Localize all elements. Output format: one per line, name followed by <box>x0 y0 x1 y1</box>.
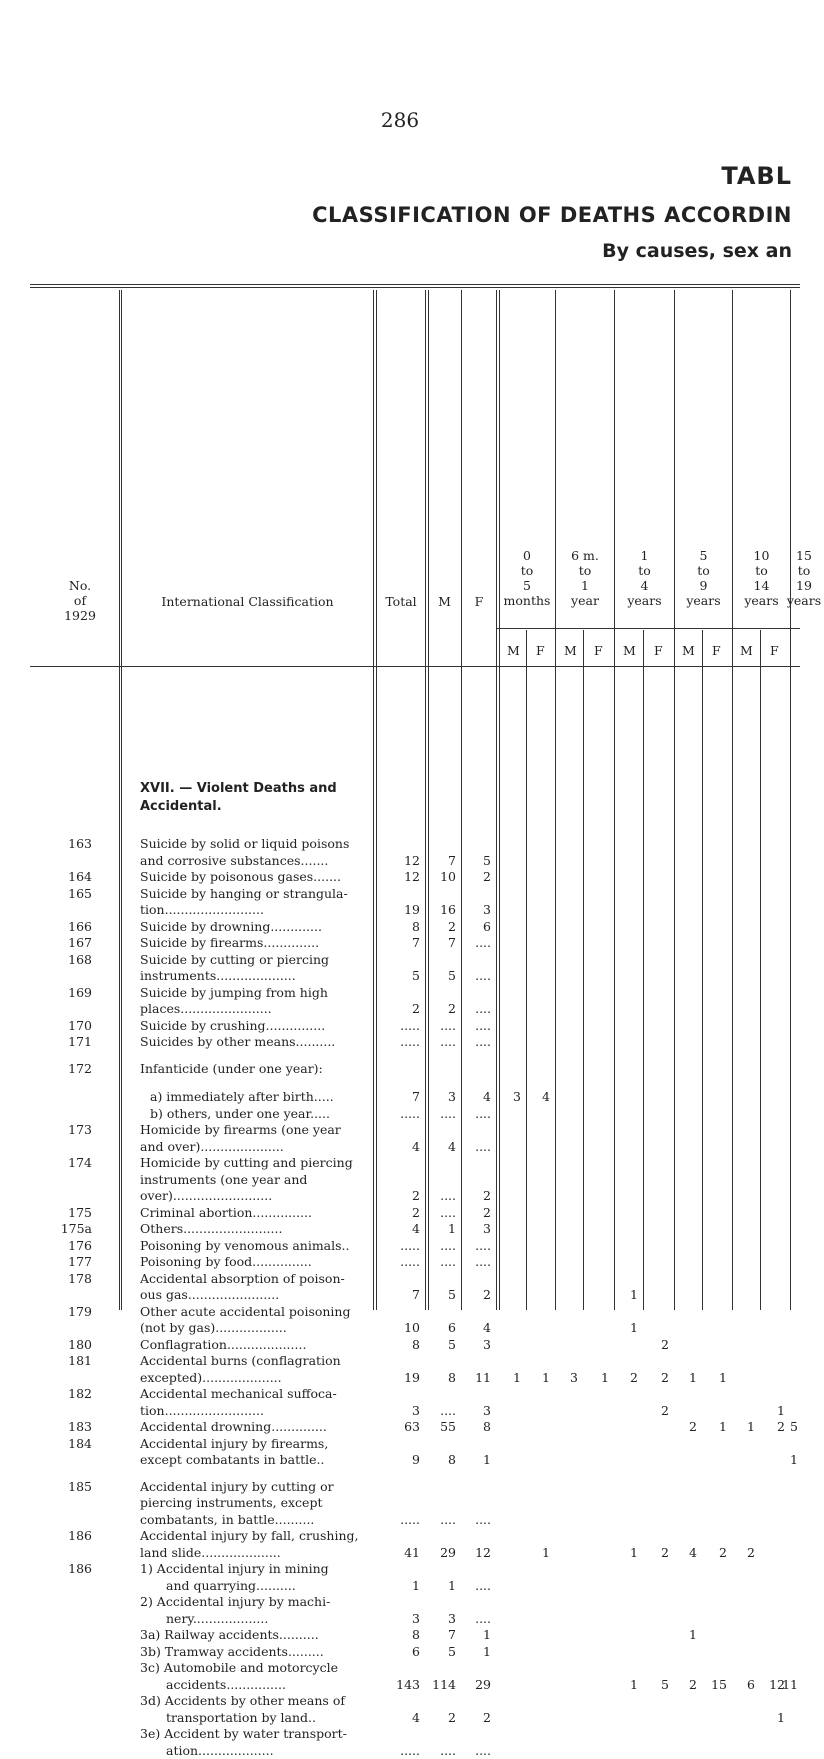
cell-total: 7 <box>412 1287 420 1302</box>
row-label: Accidental injury by fall, crushing, <box>140 1528 359 1543</box>
row-label: ation................... <box>166 1742 274 1758</box>
cell-total: 63 <box>404 1419 420 1434</box>
cell-a3f: 2 <box>719 1544 727 1560</box>
cell-m: 3 <box>448 1610 456 1626</box>
header-age-6m-1y: 6 m. to 1 year <box>571 548 599 608</box>
row-number: 174 <box>68 1155 92 1170</box>
row-label: instruments (one year and <box>140 1171 308 1187</box>
cell-m: .... <box>440 1742 456 1758</box>
row-number: 165 <box>68 885 92 901</box>
cell-total: 6 <box>412 1643 420 1659</box>
cell-a2m: 1 <box>630 1320 638 1335</box>
cell-f: 3 <box>483 1221 491 1236</box>
cell-a2f: 2 <box>661 1402 669 1418</box>
cell-m: .... <box>440 1105 456 1121</box>
col-divider <box>373 290 374 1310</box>
age-header-rule <box>497 628 800 629</box>
col-divider <box>425 290 426 1310</box>
row-label: Others......................... <box>140 1221 283 1236</box>
cell-m: 5 <box>448 1643 456 1659</box>
cell-a4f: 2 <box>777 1419 785 1434</box>
row-number: 185 <box>68 1478 92 1494</box>
section-title: XVII. — Violent Deaths and Accidental. <box>140 781 337 814</box>
cell-m: 114 <box>432 1676 456 1692</box>
row-label: Suicide by firearms.............. <box>140 935 320 950</box>
cell-total: 4 <box>412 1138 420 1154</box>
col-divider <box>760 630 761 1310</box>
col-divider <box>428 290 429 1310</box>
header-age-0-5m: 0 to 5 months <box>503 548 551 608</box>
row-label: land slide.................... <box>140 1544 281 1560</box>
cell-total: 1 <box>412 1577 420 1593</box>
col-divider <box>614 290 615 1310</box>
row-number: 182 <box>68 1386 92 1401</box>
cell-m: 6 <box>448 1320 456 1335</box>
cell-m: .... <box>440 1188 456 1203</box>
cell-total: 8 <box>412 1336 420 1352</box>
cell-f: .... <box>475 1017 491 1033</box>
cell-f: .... <box>475 1237 491 1253</box>
row-label: Suicides by other means.......... <box>140 1034 336 1049</box>
cell-a1f: 1 <box>601 1369 609 1385</box>
cell-m: 7 <box>448 1627 456 1642</box>
row-label: 3d) Accidents by other means of <box>140 1693 345 1708</box>
cell-total: 2 <box>412 1188 420 1203</box>
cell-m: 7 <box>448 852 456 868</box>
row-label: 1) Accidental injury in mining <box>140 1561 329 1576</box>
cell-a2f: 2 <box>661 1336 669 1352</box>
cell-m: 5 <box>448 1287 456 1302</box>
row-label: transportation by land.. <box>166 1709 316 1725</box>
row-label: Accidental absorption of poison- <box>140 1270 345 1286</box>
cell-m: 55 <box>440 1419 456 1434</box>
row-number: 177 <box>68 1254 92 1269</box>
row-label: 3e) Accident by water transport- <box>140 1726 347 1741</box>
header-sub-m: M <box>564 643 577 658</box>
cell-f: 6 <box>483 918 491 934</box>
cell-total: 3 <box>412 1402 420 1418</box>
cell-m: 5 <box>448 968 456 983</box>
cell-f: .... <box>475 1254 491 1269</box>
cell-f: 1 <box>483 1452 491 1467</box>
cell-total: ..... <box>400 1254 420 1269</box>
row-label: a) immediately after birth..... <box>150 1089 334 1104</box>
cell-a3m: 1 <box>689 1369 697 1385</box>
row-label: Suicide by poisonous gases....... <box>140 869 341 884</box>
cell-total: 41 <box>404 1544 420 1560</box>
cell-a4m: 6 <box>747 1676 755 1692</box>
row-label: instruments.................... <box>140 968 296 983</box>
header-age-1-4y: 1 to 4 years <box>627 548 662 608</box>
col-divider <box>121 290 122 1310</box>
row-label: Suicide by hanging or strangula- <box>140 885 348 901</box>
cell-m: .... <box>440 1017 456 1033</box>
row-label: and over)..................... <box>140 1138 284 1154</box>
cell-f: 2 <box>483 1287 491 1302</box>
cell-f: .... <box>475 1034 491 1049</box>
row-number: 167 <box>68 935 92 950</box>
cell-f: .... <box>475 1138 491 1154</box>
cell-m: .... <box>440 1254 456 1269</box>
row-label: 3a) Railway accidents.......... <box>140 1627 319 1642</box>
top-rule <box>30 284 800 285</box>
header-age-5-9y: 5 to 9 years <box>686 548 721 608</box>
cell-total: 7 <box>412 935 420 950</box>
row-label: combatants, in battle.......... <box>140 1511 315 1527</box>
row-number: 170 <box>68 1017 92 1033</box>
header-no: No. of 1929 <box>64 578 96 623</box>
cell-a4m: 1 <box>747 1419 755 1434</box>
cell-total: 12 <box>404 869 420 884</box>
cell-total: 9 <box>412 1452 420 1467</box>
row-label: Suicide by crushing............... <box>140 1017 326 1033</box>
col-divider <box>702 630 703 1310</box>
cell-a4f: 1 <box>777 1402 785 1418</box>
row-label: Accidental burns (conflagration <box>140 1353 341 1368</box>
top-rule-2 <box>30 287 800 288</box>
cell-f: 4 <box>483 1320 491 1335</box>
row-label: places....................... <box>140 1001 272 1016</box>
cell-f: 12 <box>475 1544 491 1560</box>
row-label: Other acute accidental poisoning <box>140 1303 351 1319</box>
page-number: 286 <box>380 108 420 132</box>
cell-f: 1 <box>483 1627 491 1642</box>
cell-m: 2 <box>448 1709 456 1725</box>
cell-f: .... <box>475 968 491 983</box>
cell-a0m: 1 <box>513 1369 521 1385</box>
row-label: and corrosive substances....... <box>140 852 329 868</box>
col-divider <box>496 290 497 1310</box>
row-label: Suicide by jumping from high <box>140 984 328 1000</box>
cell-a5m: 1 <box>790 1452 798 1467</box>
cell-a2f: 2 <box>661 1369 669 1385</box>
cell-a0f: 1 <box>542 1544 550 1560</box>
row-label: nery................... <box>166 1610 269 1626</box>
cell-a2m: 1 <box>630 1287 638 1302</box>
cell-f: 2 <box>483 1204 491 1220</box>
header-age-10-14y: 10 to 14 years <box>744 548 779 608</box>
cell-f: 2 <box>483 1188 491 1203</box>
cell-total: 19 <box>404 1369 420 1385</box>
cell-f: 11 <box>475 1369 491 1385</box>
row-label: excepted).................... <box>140 1369 282 1385</box>
cell-f: .... <box>475 1511 491 1527</box>
cell-total: ..... <box>400 1237 420 1253</box>
row-label: Suicide by drowning............. <box>140 918 322 934</box>
cell-total: 3 <box>412 1610 420 1626</box>
row-label: over)......................... <box>140 1188 273 1203</box>
cell-f: .... <box>475 1610 491 1626</box>
header-sub-m: M <box>623 643 636 658</box>
cell-m: .... <box>440 1237 456 1253</box>
cell-total: 10 <box>404 1320 420 1335</box>
row-number: 171 <box>68 1034 92 1049</box>
row-number: 179 <box>68 1303 92 1319</box>
cell-a4m: 2 <box>747 1544 755 1560</box>
cell-f: 1 <box>483 1643 491 1659</box>
cell-a5m: 11 <box>782 1676 798 1692</box>
table-subtitle: CLASSIFICATION OF DEATHS ACCORDIN <box>312 203 792 227</box>
cell-a2m: 1 <box>630 1676 638 1692</box>
cell-total: 8 <box>412 1627 420 1642</box>
cell-a3m: 4 <box>689 1544 697 1560</box>
header-sub-f: F <box>654 643 663 658</box>
cell-f: .... <box>475 1577 491 1593</box>
row-label: Accidental mechanical suffoca- <box>140 1386 337 1401</box>
row-number: 186 <box>68 1528 92 1543</box>
table-title: TABL <box>721 162 792 190</box>
cell-a1m: 3 <box>570 1369 578 1385</box>
row-label: 3c) Automobile and motorcycle <box>140 1660 339 1675</box>
cell-a0m: 3 <box>513 1089 521 1104</box>
cell-total: 7 <box>412 1089 420 1104</box>
row-label: Accidental drowning.............. <box>140 1419 327 1434</box>
cell-total: ..... <box>400 1017 420 1033</box>
cell-a5m: 5 <box>790 1419 798 1434</box>
row-label: and quarrying.......... <box>166 1577 296 1593</box>
col-divider <box>526 630 527 1310</box>
row-label: Homicide by cutting and piercing <box>140 1155 353 1170</box>
row-number: 168 <box>68 951 92 967</box>
cell-f: 8 <box>483 1419 491 1434</box>
cell-f: 2 <box>483 869 491 884</box>
table-subtitle-2: By causes, sex an <box>602 240 792 262</box>
cell-total: 12 <box>404 852 420 868</box>
cell-f: 5 <box>483 852 491 868</box>
cell-total: ..... <box>400 1105 420 1121</box>
col-divider <box>499 290 500 1310</box>
row-label: piercing instruments, except <box>140 1495 323 1510</box>
cell-a3f: 1 <box>719 1419 727 1434</box>
cell-total: 2 <box>412 1204 420 1220</box>
row-label: tion......................... <box>140 1402 264 1418</box>
cell-f: .... <box>475 1001 491 1016</box>
col-divider <box>461 290 462 1310</box>
cell-a3m: 1 <box>689 1627 697 1642</box>
row-number: 175a <box>60 1221 92 1236</box>
cell-a2f: 5 <box>661 1676 669 1692</box>
header-sub-f: F <box>536 643 545 658</box>
cell-f: 4 <box>483 1089 491 1104</box>
cell-m: 29 <box>440 1544 456 1560</box>
cell-m: 2 <box>448 918 456 934</box>
cell-m: 16 <box>440 902 456 917</box>
header-sub-m: M <box>740 643 753 658</box>
col-divider <box>790 290 791 1310</box>
row-number: 172 <box>68 1060 92 1076</box>
col-divider <box>643 630 644 1310</box>
header-age-15-19y: 15 to 19 years <box>786 548 822 608</box>
cell-a3m: 2 <box>689 1676 697 1692</box>
cell-a3f: 1 <box>719 1369 727 1385</box>
row-number: 186 <box>68 1561 92 1576</box>
col-divider <box>583 630 584 1310</box>
row-label: Criminal abortion............... <box>140 1204 313 1220</box>
cell-m: 1 <box>448 1221 456 1236</box>
row-number: 178 <box>68 1270 92 1286</box>
row-label: accidents............... <box>166 1676 286 1692</box>
row-label: tion......................... <box>140 902 264 917</box>
row-number: 166 <box>68 918 92 934</box>
cell-total: 19 <box>404 902 420 917</box>
row-number: 184 <box>68 1435 92 1451</box>
cell-total: 143 <box>396 1676 420 1692</box>
row-label: Poisoning by venomous animals.. <box>140 1237 350 1253</box>
row-number: 169 <box>68 984 92 1000</box>
header-sub-f: F <box>770 643 779 658</box>
row-number: 180 <box>68 1336 92 1352</box>
cell-m: 1 <box>448 1577 456 1593</box>
cell-a4f: 1 <box>777 1709 785 1725</box>
cell-f: .... <box>475 1105 491 1121</box>
header-sub-f: F <box>594 643 603 658</box>
col-divider <box>119 290 120 1310</box>
row-number: 173 <box>68 1122 92 1137</box>
cell-f: 3 <box>483 1336 491 1352</box>
row-label: Suicide by cutting or piercing <box>140 951 330 967</box>
cell-f: .... <box>475 1742 491 1758</box>
row-label: Suicide by solid or liquid poisons <box>140 836 350 851</box>
cell-a4f: 12 <box>769 1676 785 1692</box>
header-sub-m: M <box>507 643 520 658</box>
row-number: 181 <box>68 1353 92 1368</box>
cell-a3m: 2 <box>689 1419 697 1434</box>
header-sub-f: F <box>712 643 721 658</box>
cell-m: .... <box>440 1034 456 1049</box>
header-bottom-rule <box>30 666 800 667</box>
cell-total: 4 <box>412 1709 420 1725</box>
row-label: 2) Accidental injury by machi- <box>140 1594 331 1609</box>
col-divider <box>732 290 733 1310</box>
cell-m: 4 <box>448 1138 456 1154</box>
cell-a3f: 15 <box>711 1676 727 1692</box>
cell-m: 2 <box>448 1001 456 1016</box>
row-number: 163 <box>68 836 92 851</box>
col-divider <box>674 290 675 1310</box>
cell-m: 7 <box>448 935 456 950</box>
cell-m: .... <box>440 1511 456 1527</box>
cell-total: ..... <box>400 1742 420 1758</box>
cell-m: 5 <box>448 1336 456 1352</box>
row-label: 3b) Tramway accidents......... <box>140 1643 324 1659</box>
header-sub-m: M <box>682 643 695 658</box>
header-intl: International Classification <box>161 594 334 609</box>
row-label: Homicide by firearms (one year <box>140 1122 341 1137</box>
cell-m: .... <box>440 1402 456 1418</box>
row-label: (not by gas).................. <box>140 1320 287 1335</box>
cell-f: 29 <box>475 1676 491 1692</box>
cell-a2f: 2 <box>661 1544 669 1560</box>
row-label: ous gas....................... <box>140 1287 280 1302</box>
cell-a2m: 2 <box>630 1369 638 1385</box>
header-total: Total <box>385 594 417 609</box>
cell-total: 8 <box>412 918 420 934</box>
col-divider <box>555 290 556 1310</box>
cell-f: 3 <box>483 1402 491 1418</box>
row-label: Poisoning by food............... <box>140 1254 312 1269</box>
row-label: except combatants in battle.. <box>140 1452 325 1467</box>
row-label: b) others, under one year..... <box>150 1105 330 1121</box>
cell-a0f: 1 <box>542 1369 550 1385</box>
cell-f: 3 <box>483 902 491 917</box>
row-number: 176 <box>68 1237 92 1253</box>
row-label: Conflagration.................... <box>140 1336 307 1352</box>
header-f: F <box>474 594 484 609</box>
row-label: Infanticide (under one year): <box>140 1060 323 1076</box>
row-number: 164 <box>68 869 92 884</box>
col-divider <box>376 290 377 1310</box>
cell-total: ..... <box>400 1511 420 1527</box>
cell-a2m: 1 <box>630 1544 638 1560</box>
cell-m: .... <box>440 1204 456 1220</box>
cell-total: ..... <box>400 1034 420 1049</box>
row-label: Accidental injury by firearms, <box>140 1435 329 1451</box>
row-number: 183 <box>68 1419 92 1434</box>
cell-m: 8 <box>448 1452 456 1467</box>
cell-total: 2 <box>412 1001 420 1016</box>
cell-a0f: 4 <box>542 1089 550 1104</box>
cell-f: 2 <box>483 1709 491 1725</box>
cell-f: .... <box>475 935 491 950</box>
cell-m: 10 <box>440 869 456 884</box>
cell-m: 3 <box>448 1089 456 1104</box>
cell-total: 4 <box>412 1221 420 1236</box>
cell-m: 8 <box>448 1369 456 1385</box>
header-m: M <box>438 594 451 609</box>
cell-total: 5 <box>412 968 420 983</box>
row-number: 175 <box>68 1204 92 1220</box>
row-label: Accidental injury by cutting or <box>140 1478 334 1494</box>
